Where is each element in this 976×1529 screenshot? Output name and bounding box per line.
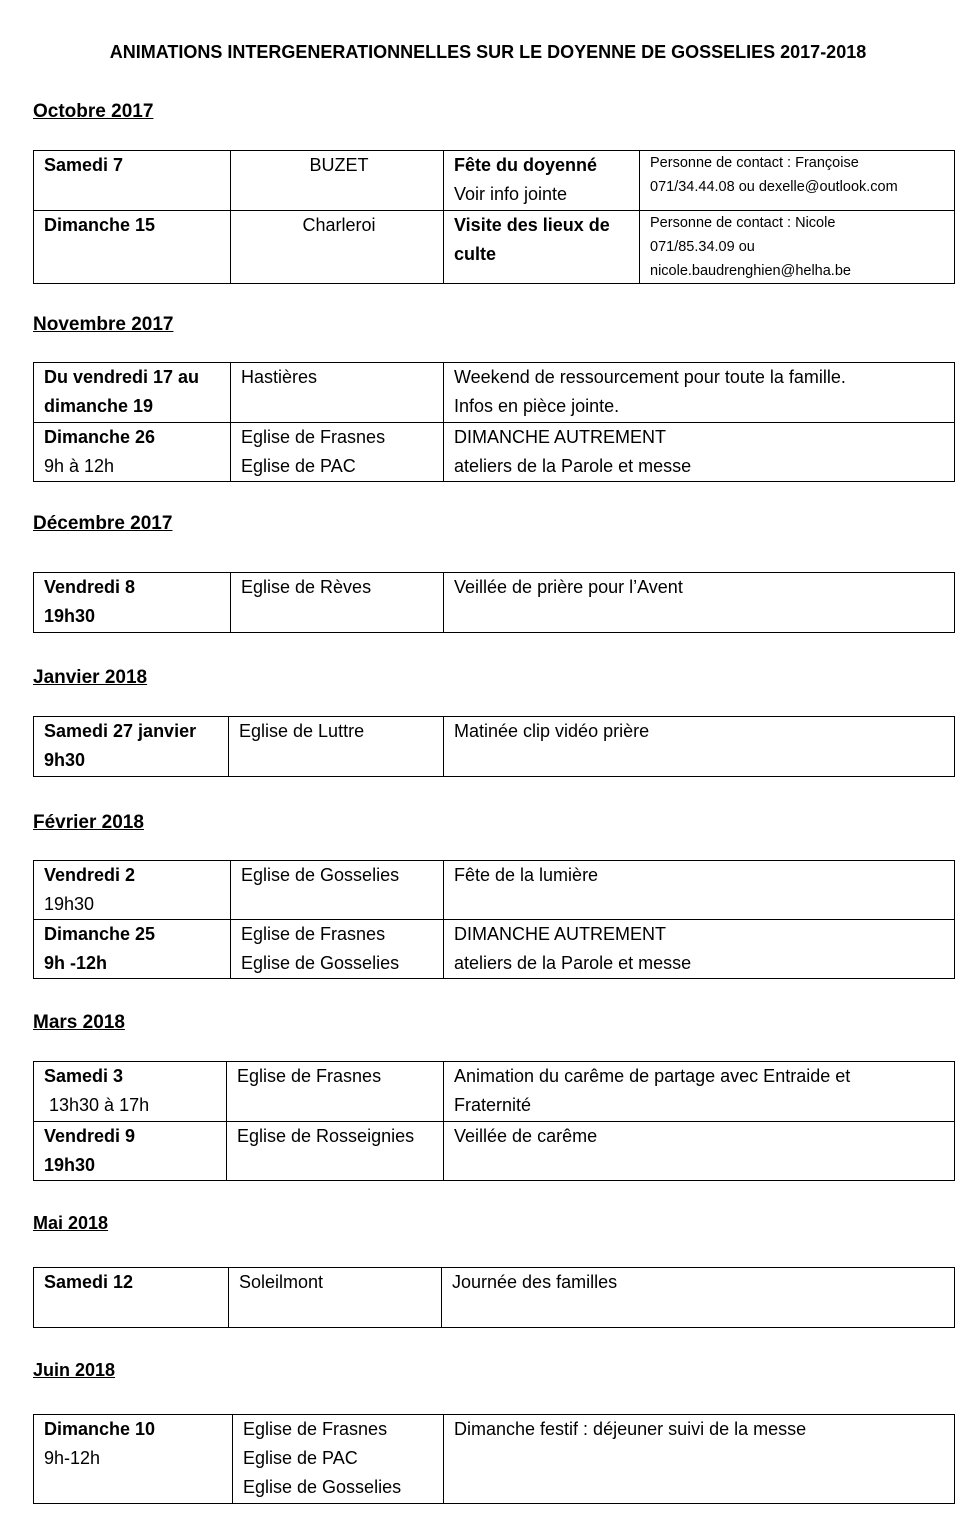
events-table-december bbox=[33, 572, 955, 633]
month-heading-october: Octobre 2017 bbox=[33, 101, 154, 122]
event-contact: Personne de contact : Françoise 071/34.44.08 ou dexelle@outlook.com bbox=[640, 151, 955, 211]
events-table-may bbox=[33, 1267, 955, 1328]
event-place: Eglise de Gosselies bbox=[231, 861, 444, 920]
event-activity: Veillée de carême bbox=[444, 1122, 955, 1181]
event-place: Eglise de Frasnes Eglise de PAC Eglise de Gosselies bbox=[233, 1415, 444, 1504]
events-table-march bbox=[33, 1061, 955, 1181]
event-place: Eglise de Frasnes Eglise de Gosselies bbox=[231, 920, 444, 979]
month-heading-december: Décembre 2017 bbox=[33, 513, 173, 534]
event-date: Samedi 27 janvier 9h30 bbox=[34, 717, 229, 777]
table-row bbox=[34, 861, 955, 920]
event-date: Samedi 3 13h30 à 17h bbox=[34, 1062, 227, 1122]
table-row bbox=[34, 1062, 955, 1122]
event-activity: DIMANCHE AUTREMENT ateliers de la Parole et messe bbox=[444, 920, 955, 979]
month-heading-november: Novembre 2017 bbox=[33, 314, 174, 335]
event-activity: Visite des lieux de culte bbox=[444, 211, 640, 284]
event-place: Eglise de Rèves bbox=[231, 573, 444, 633]
event-activity: Matinée clip vidéo prière bbox=[444, 717, 955, 777]
event-date: Dimanche 10 9h-12h bbox=[34, 1415, 233, 1504]
event-activity: Journée des familles bbox=[442, 1268, 955, 1328]
table-row bbox=[34, 920, 955, 979]
event-date: Dimanche 25 9h -12h bbox=[34, 920, 231, 979]
event-contact: Personne de contact : Nicole 071/85.34.09 ou nicole.baudrenghien@helha.be bbox=[640, 211, 955, 284]
event-activity: DIMANCHE AUTREMENT ateliers de la Parole et messe bbox=[444, 423, 955, 482]
table-row bbox=[34, 1122, 955, 1181]
events-table-february bbox=[33, 860, 955, 979]
event-activity: Dimanche festif : déjeuner suivi de la messe bbox=[444, 1415, 955, 1504]
events-table-november bbox=[33, 362, 955, 482]
table-row bbox=[34, 211, 955, 284]
table-row bbox=[34, 1268, 955, 1328]
event-place: Eglise de Frasnes bbox=[227, 1062, 444, 1122]
event-date: Vendredi 9 19h30 bbox=[34, 1122, 227, 1181]
event-place: Soleilmont bbox=[229, 1268, 442, 1328]
event-activity: Weekend de ressourcement pour toute la famille. Infos en pièce jointe. bbox=[444, 363, 955, 423]
event-place: Eglise de Luttre bbox=[229, 717, 444, 777]
table-row bbox=[34, 423, 955, 482]
event-activity: Animation du carême de partage avec Entraide et Fraternité bbox=[444, 1062, 955, 1122]
event-date: Du vendredi 17 au dimanche 19 bbox=[34, 363, 231, 423]
month-heading-june: Juin 2018 bbox=[33, 1360, 116, 1380]
event-place: BUZET bbox=[231, 151, 444, 211]
events-table-october bbox=[33, 150, 955, 284]
events-table-june bbox=[33, 1414, 955, 1504]
table-row bbox=[34, 717, 955, 777]
event-date: Samedi 7 bbox=[34, 151, 231, 211]
event-date: Vendredi 8 19h30 bbox=[34, 573, 231, 633]
event-place: Hastières bbox=[231, 363, 444, 423]
month-heading-february: Février 2018 bbox=[33, 812, 144, 833]
page-title: ANIMATIONS INTERGENERATIONNELLES SUR LE DOYENNE DE GOSSELIES 2017-2018 bbox=[109, 42, 867, 62]
event-date: Dimanche 15 bbox=[34, 211, 231, 284]
event-activity: Fête de la lumière bbox=[444, 861, 955, 920]
event-date: Vendredi 2 19h30 bbox=[34, 861, 231, 920]
month-heading-may: Mai 2018 bbox=[33, 1213, 109, 1233]
event-date: Samedi 12 bbox=[34, 1268, 229, 1328]
table-row bbox=[34, 363, 955, 423]
event-place: Charleroi bbox=[231, 211, 444, 284]
month-heading-march: Mars 2018 bbox=[33, 1012, 125, 1033]
event-place: Eglise de Frasnes Eglise de PAC bbox=[231, 423, 444, 482]
table-row bbox=[34, 573, 955, 633]
event-activity: Veillée de prière pour l’Avent bbox=[444, 573, 955, 633]
month-heading-january: Janvier 2018 bbox=[33, 667, 148, 688]
event-activity: Fête du doyenné Voir info jointe bbox=[444, 151, 640, 211]
table-row bbox=[34, 151, 955, 211]
event-date: Dimanche 26 9h à 12h bbox=[34, 423, 231, 482]
event-place: Eglise de Rosseignies bbox=[227, 1122, 444, 1181]
table-row bbox=[34, 1415, 955, 1504]
events-table-january bbox=[33, 716, 955, 777]
